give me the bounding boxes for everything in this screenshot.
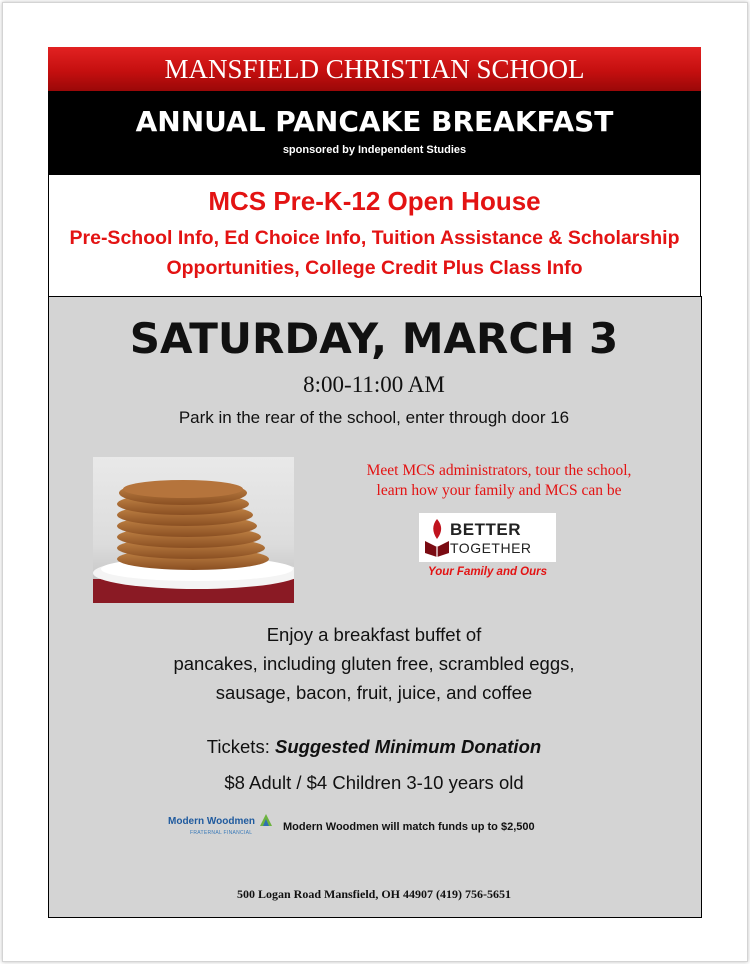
open-house-box [48,175,701,297]
meet-administrators-text [318,461,680,501]
buffet-description [48,620,700,707]
modern-woodmen-logo [168,812,276,840]
meet-line2: learn how your family and MCS can be [376,482,622,499]
buffet-line1: Enjoy a breakfast buffet of [266,624,482,645]
open-house-info [49,223,700,283]
match-funds-text: Modern Woodmen will match funds up to $2,500 [283,821,535,833]
sponsor-line: sponsored by Independent Studies [282,144,467,156]
school-name: MANSFIELD CHRISTIAN SCHOOL [164,54,585,84]
tickets-label: Tickets: [206,736,275,757]
tickets-emphasis: Suggested Minimum Donation [274,736,542,757]
meet-line1: Meet MCS administrators, tour the school, [366,462,632,479]
flame-book-icon [423,517,451,557]
logo-word-better: BETTER [450,520,521,539]
open-house-info-line1: Pre-School Info, Ed Choice Info, Tuition Assistance & Scholarship [69,227,680,249]
logo-tagline: Your Family and Ours [427,566,548,578]
school-address: 500 Logan Road Mansfield, OH 44907 (419) 756-5651 [236,887,511,901]
open-house-heading: MCS Pre-K-12 Open House [208,186,541,216]
tickets-line [48,736,700,758]
modern-woodmen-logo-sub: FRATERNAL FINANCIAL [190,830,253,836]
event-date: SATURDAY, MARCH 3 [129,314,619,363]
better-together-logo [419,513,556,562]
modern-woodmen-logo-name: Modern Woodmen [168,816,256,827]
school-name-banner [48,47,701,91]
pancake-stack-icon [93,457,294,603]
event-title-banner [48,91,701,175]
ticket-prices: $8 Adult / $4 Children 3-10 years old [224,772,524,793]
leaf-icon [258,812,274,828]
buffet-line2: pancakes, including gluten free, scrambled eggs, [173,653,575,674]
pancake-stack-image [93,457,294,603]
event-title: ANNUAL PANCAKE BREAKFAST [135,105,614,138]
open-house-info-line2: Opportunities, College Credit Plus Class Info [166,257,583,279]
event-time: 8:00-11:00 AM [303,372,445,397]
parking-instructions: Park in the rear of the school, enter through door 16 [178,408,570,427]
buffet-line3: sausage, bacon, fruit, juice, and coffee [215,682,533,703]
logo-word-together: TOGETHER [450,540,532,556]
